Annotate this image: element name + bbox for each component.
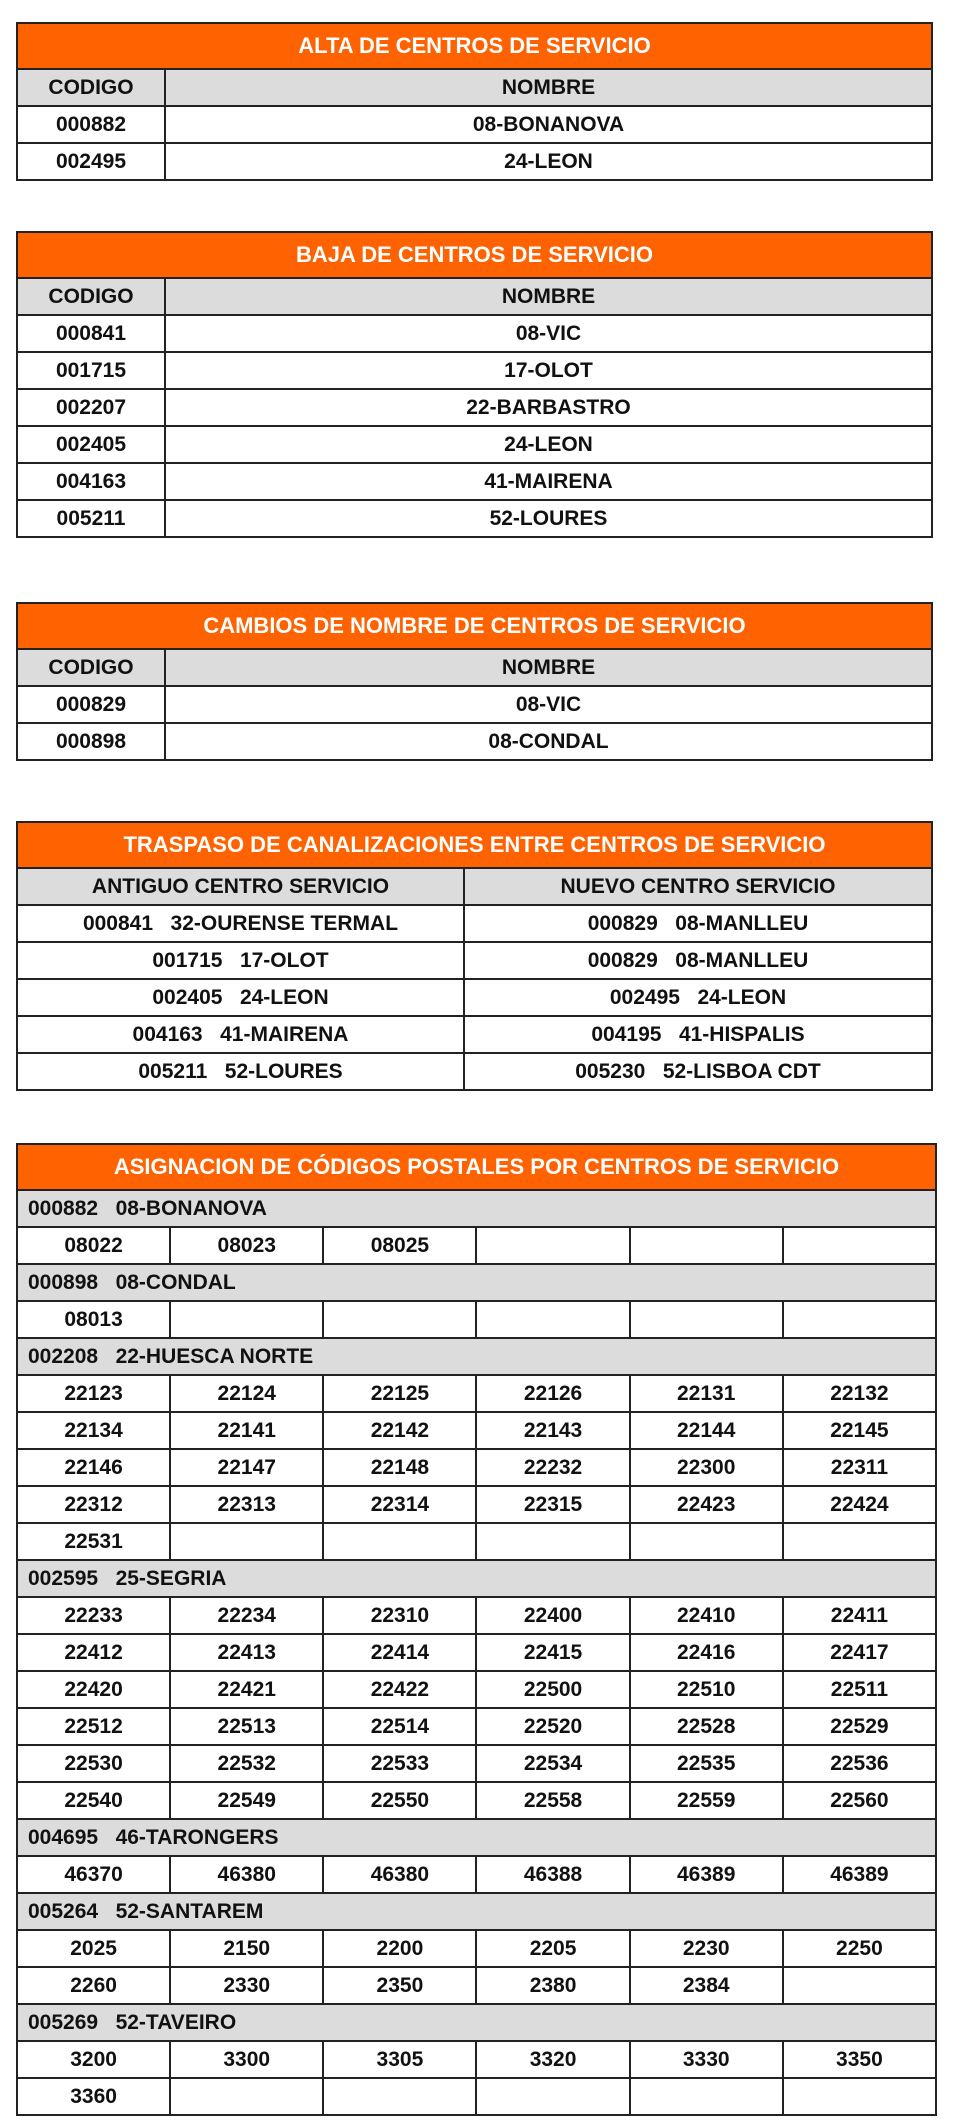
postal-code-cell: 46380 [170,1856,323,1893]
postal-code-cell [783,1523,936,1560]
postal-code-cell: 2200 [323,1930,476,1967]
postal-code-cell: 2260 [17,1967,170,2004]
table-cell: 08-VIC [165,315,932,352]
postal-code-row [17,1449,936,1486]
postal-code-cell [630,1227,783,1264]
group-name: 000898 08-CONDAL [17,1264,936,1301]
group-row [17,1893,936,1930]
traspaso-table [16,821,933,1091]
table-cell: 001715 17-OLOT [17,942,464,979]
postal-code-cell: 22528 [630,1708,783,1745]
traspaso-header-nuevo: NUEVO CENTRO SERVICIO [464,868,932,905]
postal-code-cell [783,1967,936,2004]
postal-code-cell: 22531 [17,1523,170,1560]
table-row [17,389,932,426]
table-cell: 001715 [17,352,165,389]
postal-code-cell: 46380 [323,1856,476,1893]
postal-code-cell: 2350 [323,1967,476,2004]
table-cell: 002405 24-LEON [17,979,464,1016]
asignacion-title: ASIGNACION DE CÓDIGOS POSTALES POR CENTROS DE SERVICIO [17,1144,936,1190]
postal-code-cell: 22310 [323,1597,476,1634]
postal-code-cell: 22510 [630,1671,783,1708]
postal-code-cell: 22421 [170,1671,323,1708]
postal-code-cell: 3305 [323,2041,476,2078]
postal-code-cell: 22126 [476,1375,629,1412]
postal-code-cell [323,1523,476,1560]
table-cell: 005230 52-LISBOA CDT [464,1053,932,1090]
table-row [17,686,932,723]
postal-code-cell [323,1301,476,1338]
postal-code-cell: 08022 [17,1227,170,1264]
postal-code-cell [630,1301,783,1338]
postal-code-cell [170,1523,323,1560]
postal-code-cell: 3320 [476,2041,629,2078]
table-cell: 005211 52-LOURES [17,1053,464,1090]
postal-code-cell: 22313 [170,1486,323,1523]
postal-code-cell: 22400 [476,1597,629,1634]
postal-code-cell: 3360 [17,2078,170,2115]
postal-code-cell [630,1523,783,1560]
group-row [17,2004,936,2041]
postal-code-row [17,1375,936,1412]
postal-code-cell: 22512 [17,1708,170,1745]
postal-code-cell [783,1227,936,1264]
table-cell: 08-BONANOVA [165,106,932,143]
table-cell: 000829 08-MANLLEU [464,905,932,942]
table-cell: 000841 [17,315,165,352]
postal-code-row [17,1227,936,1264]
group-name: 005269 52-TAVEIRO [17,2004,936,2041]
postal-code-cell: 22417 [783,1634,936,1671]
table-cell: 41-MAIRENA [165,463,932,500]
group-row [17,1190,936,1227]
table-row [17,143,932,180]
postal-code-cell: 22146 [17,1449,170,1486]
postal-code-cell: 22411 [783,1597,936,1634]
group-name: 005264 52-SANTAREM [17,1893,936,1930]
table-cell: 52-LOURES [165,500,932,537]
postal-code-cell [783,1301,936,1338]
table-row [17,106,932,143]
postal-code-cell: 08023 [170,1227,323,1264]
postal-code-cell: 22530 [17,1745,170,1782]
postal-code-cell: 22132 [783,1375,936,1412]
table-cell: 002207 [17,389,165,426]
postal-code-cell: 22514 [323,1708,476,1745]
table-row [17,1016,932,1053]
alta-title: ALTA DE CENTROS DE SERVICIO [17,23,932,69]
postal-code-cell: 22420 [17,1671,170,1708]
postal-code-cell: 22422 [323,1671,476,1708]
postal-code-cell [170,2078,323,2115]
table-cell: 002405 [17,426,165,463]
postal-code-cell: 2230 [630,1930,783,1967]
alta-header-nombre: NOMBRE [165,69,932,106]
table-cell: 004163 41-MAIRENA [17,1016,464,1053]
postal-code-row [17,1782,936,1819]
cambios-table [16,602,933,761]
table-cell: 002495 24-LEON [464,979,932,1016]
postal-code-cell: 22144 [630,1412,783,1449]
postal-code-cell: 2380 [476,1967,629,2004]
group-name: 002208 22-HUESCA NORTE [17,1338,936,1375]
postal-code-cell: 2025 [17,1930,170,1967]
baja-header-codigo: CODIGO [17,278,165,315]
postal-code-cell [630,2078,783,2115]
postal-code-cell: 46370 [17,1856,170,1893]
postal-code-cell: 22416 [630,1634,783,1671]
postal-code-row [17,1708,936,1745]
asignacion-table [16,1143,937,2116]
postal-code-cell: 22232 [476,1449,629,1486]
postal-code-cell: 22513 [170,1708,323,1745]
postal-code-cell: 22414 [323,1634,476,1671]
table-cell: 000829 08-MANLLEU [464,942,932,979]
table-row [17,426,932,463]
group-row [17,1338,936,1375]
postal-code-cell: 22559 [630,1782,783,1819]
table-cell: 004163 [17,463,165,500]
cambios-header-codigo: CODIGO [17,649,165,686]
postal-code-cell: 08013 [17,1301,170,1338]
table-row [17,463,932,500]
postal-code-cell: 46388 [476,1856,629,1893]
postal-code-row [17,1486,936,1523]
table-cell: 004195 41-HISPALIS [464,1016,932,1053]
postal-code-cell: 22536 [783,1745,936,1782]
postal-code-cell: 22300 [630,1449,783,1486]
baja-header-nombre: NOMBRE [165,278,932,315]
postal-code-row [17,1930,936,1967]
postal-code-cell: 22560 [783,1782,936,1819]
postal-code-cell: 22534 [476,1745,629,1782]
table-cell: 08-CONDAL [165,723,932,760]
table-cell: 000898 [17,723,165,760]
postal-code-cell: 22423 [630,1486,783,1523]
postal-code-cell: 22549 [170,1782,323,1819]
postal-code-cell: 22233 [17,1597,170,1634]
group-row [17,1264,936,1301]
postal-code-cell: 22147 [170,1449,323,1486]
postal-code-cell: 3300 [170,2041,323,2078]
postal-code-row [17,1634,936,1671]
table-row [17,942,932,979]
postal-code-cell: 3330 [630,2041,783,2078]
postal-code-cell: 46389 [783,1856,936,1893]
alta-header-codigo: CODIGO [17,69,165,106]
postal-code-cell: 22311 [783,1449,936,1486]
table-row [17,905,932,942]
postal-code-cell: 22123 [17,1375,170,1412]
postal-code-cell: 46389 [630,1856,783,1893]
postal-code-cell: 22315 [476,1486,629,1523]
postal-code-cell: 22520 [476,1708,629,1745]
postal-code-row [17,1523,936,1560]
postal-code-cell [783,2078,936,2115]
postal-code-cell: 22535 [630,1745,783,1782]
postal-code-cell [476,1227,629,1264]
postal-code-row [17,1412,936,1449]
table-cell: 000841 32-OURENSE TERMAL [17,905,464,942]
postal-code-cell [476,2078,629,2115]
table-cell: 000882 [17,106,165,143]
postal-code-cell: 22550 [323,1782,476,1819]
postal-code-row [17,2078,936,2115]
postal-code-row [17,1856,936,1893]
postal-code-cell: 22141 [170,1412,323,1449]
postal-code-cell: 22500 [476,1671,629,1708]
table-cell: 22-BARBASTRO [165,389,932,426]
group-row [17,1819,936,1856]
table-row [17,1053,932,1090]
postal-code-row [17,1597,936,1634]
postal-code-cell: 22410 [630,1597,783,1634]
table-row [17,979,932,1016]
postal-code-cell: 3200 [17,2041,170,2078]
postal-code-cell [476,1301,629,1338]
group-name: 004695 46-TARONGERS [17,1819,936,1856]
postal-code-cell: 22412 [17,1634,170,1671]
postal-code-cell: 22314 [323,1486,476,1523]
postal-code-cell: 2205 [476,1930,629,1967]
postal-code-cell: 22134 [17,1412,170,1449]
postal-code-cell: 22131 [630,1375,783,1412]
postal-code-cell: 22413 [170,1634,323,1671]
postal-code-cell: 2384 [630,1967,783,2004]
table-row [17,352,932,389]
postal-code-cell: 22533 [323,1745,476,1782]
postal-code-cell: 2250 [783,1930,936,1967]
postal-code-cell [476,1523,629,1560]
table-cell: 005211 [17,500,165,537]
postal-code-cell: 22125 [323,1375,476,1412]
postal-code-cell: 22424 [783,1486,936,1523]
group-row [17,1560,936,1597]
postal-code-cell: 22142 [323,1412,476,1449]
table-cell: 000829 [17,686,165,723]
postal-code-cell: 22312 [17,1486,170,1523]
postal-code-cell: 08025 [323,1227,476,1264]
postal-code-cell: 22145 [783,1412,936,1449]
group-name: 000882 08-BONANOVA [17,1190,936,1227]
postal-code-cell: 2150 [170,1930,323,1967]
postal-code-row [17,2041,936,2078]
table-row [17,723,932,760]
table-cell: 24-LEON [165,426,932,463]
group-name: 002595 25-SEGRIA [17,1560,936,1597]
postal-code-row [17,1967,936,2004]
traspaso-title: TRASPASO DE CANALIZACIONES ENTRE CENTROS DE SERVICIO [17,822,932,868]
postal-code-cell: 22234 [170,1597,323,1634]
postal-code-row [17,1301,936,1338]
postal-code-cell: 22529 [783,1708,936,1745]
table-row [17,500,932,537]
table-row [17,315,932,352]
table-cell: 17-OLOT [165,352,932,389]
postal-code-cell: 22532 [170,1745,323,1782]
alta-table [16,22,933,181]
postal-code-cell: 3350 [783,2041,936,2078]
postal-code-cell: 22511 [783,1671,936,1708]
traspaso-header-antiguo: ANTIGUO CENTRO SERVICIO [17,868,464,905]
postal-code-row [17,1745,936,1782]
postal-code-cell [323,2078,476,2115]
postal-code-cell: 22540 [17,1782,170,1819]
baja-title: BAJA DE CENTROS DE SERVICIO [17,232,932,278]
postal-code-row [17,1671,936,1708]
cambios-title: CAMBIOS DE NOMBRE DE CENTROS DE SERVICIO [17,603,932,649]
postal-code-cell: 22415 [476,1634,629,1671]
table-cell: 08-VIC [165,686,932,723]
baja-table [16,231,933,538]
postal-code-cell: 22148 [323,1449,476,1486]
table-cell: 002495 [17,143,165,180]
postal-code-cell: 22143 [476,1412,629,1449]
cambios-header-nombre: NOMBRE [165,649,932,686]
postal-code-cell: 22124 [170,1375,323,1412]
postal-code-cell: 2330 [170,1967,323,2004]
postal-code-cell [170,1301,323,1338]
postal-code-cell: 22558 [476,1782,629,1819]
table-cell: 24-LEON [165,143,932,180]
